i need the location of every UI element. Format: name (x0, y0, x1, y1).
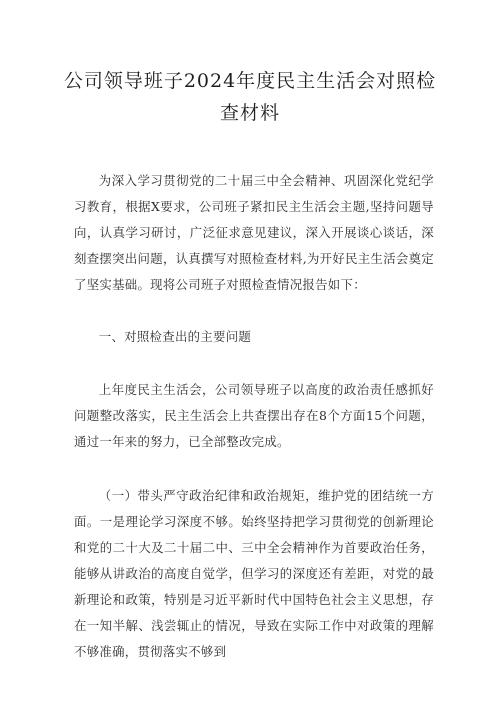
document-title-line-1: 公司领导班子2024年度民主生活会对照检 (63, 70, 437, 92)
document-title-line-2: 查材料 (219, 102, 280, 124)
section-heading: 一、对照检查出的主要问题 (98, 329, 252, 344)
body-paragraph: （一）带头严守政治纪律和政治规矩，维护党的团结统一方面。一是理论学习深度不够。始终坚持把学习贯彻党的创新理论和党的二十大及二十届二中、三中全会精神作为首要政治任务，能够从讲政治的高度自觉学，但学习的深度还有差距，对党的最新理论和政策，特别是习近平新时代中国特色社会主义思想，存在一知半解、浅尝辄止的情况，导致在实际工作中对政策的理解不够准确，贯彻落实不够到 (74, 488, 434, 659)
intro-paragraph: 为深入学习贯彻党的二十届三中全会精神、巩固深化党纪学习教育，根据X要求，公司班子紧扣民主生活会主题,坚持问题导向，认真学习研讨，广泛征求意见建议，深入开展谈心谈话，深刻查摆突出问题，认真撰写对照检查材料,为开好民主生活会奠定了坚实基础。现将公司班子对照检查情况报告如下： (74, 173, 434, 292)
body-paragraph: 上年度民主生活会，公司领导班子以高度的政治责任感抓好问题整改落实，民主生活会上共查摆出存在8个方面15个问题，通过一年来的努力，已全部整改完成。 (74, 382, 434, 449)
